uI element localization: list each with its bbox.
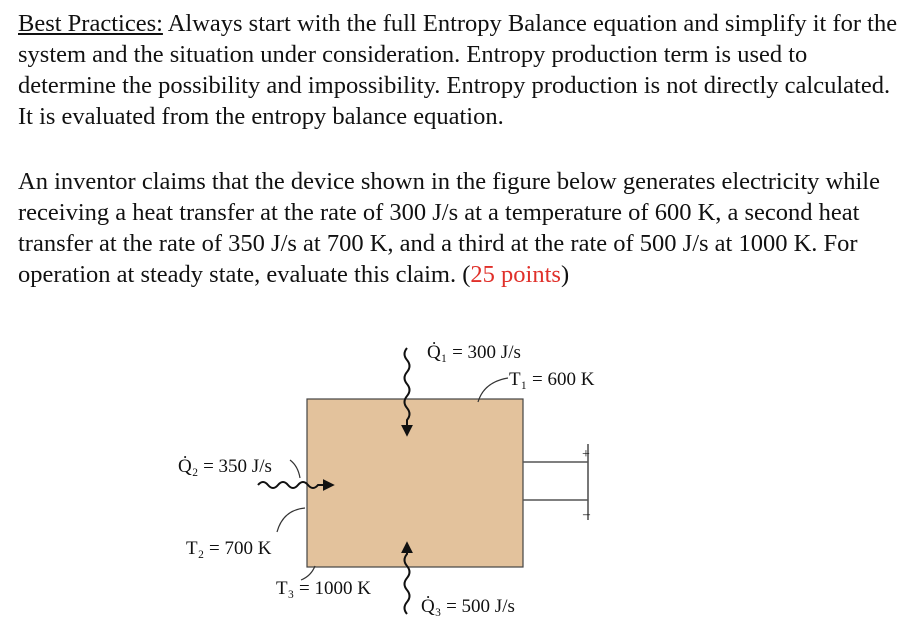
best-practices-heading: Best Practices: [18, 10, 163, 37]
problem-close-paren: ) [560, 261, 570, 288]
problem-text: An inventor claims that the device shown in the figure below generates electricity while receiving a heat transfer at the rate of 300 J/s at a temperature of 600 K, a second heat transfer at the rate of 350 J/s at 700 K, and a third at the rate of 500 J/s at 1000 K. For operation at steady state, evaluate this claim. ( [18, 168, 880, 288]
t1-label: T₁ = 600 K [509, 369, 595, 390]
q2-leader [290, 460, 300, 478]
terminal-plus: + [582, 447, 590, 462]
t2-leader [277, 508, 305, 532]
best-practices-text: Always start with the full Entropy Balance equation and simplify it for the system and the situation under consideration. Entropy production term is used to determine the possibility and impossibility. Entropy production is not directly calculated. It is evaluated from the entropy balance equation. [18, 10, 898, 130]
terminal-minus: – [583, 507, 590, 522]
q2-label: Q̇₂ = 350 J/s [178, 456, 272, 477]
t1-leader [478, 378, 508, 402]
t3-label: T₃ = 1000 K [276, 578, 371, 599]
points-value: 25 points [470, 261, 561, 288]
q3-label: Q̇₃ = 500 J/s [421, 596, 515, 617]
t2-label: T₂ = 700 K [186, 538, 272, 559]
device-box [307, 399, 523, 567]
q1-label: Q̇₁ = 300 J/s [427, 342, 521, 363]
